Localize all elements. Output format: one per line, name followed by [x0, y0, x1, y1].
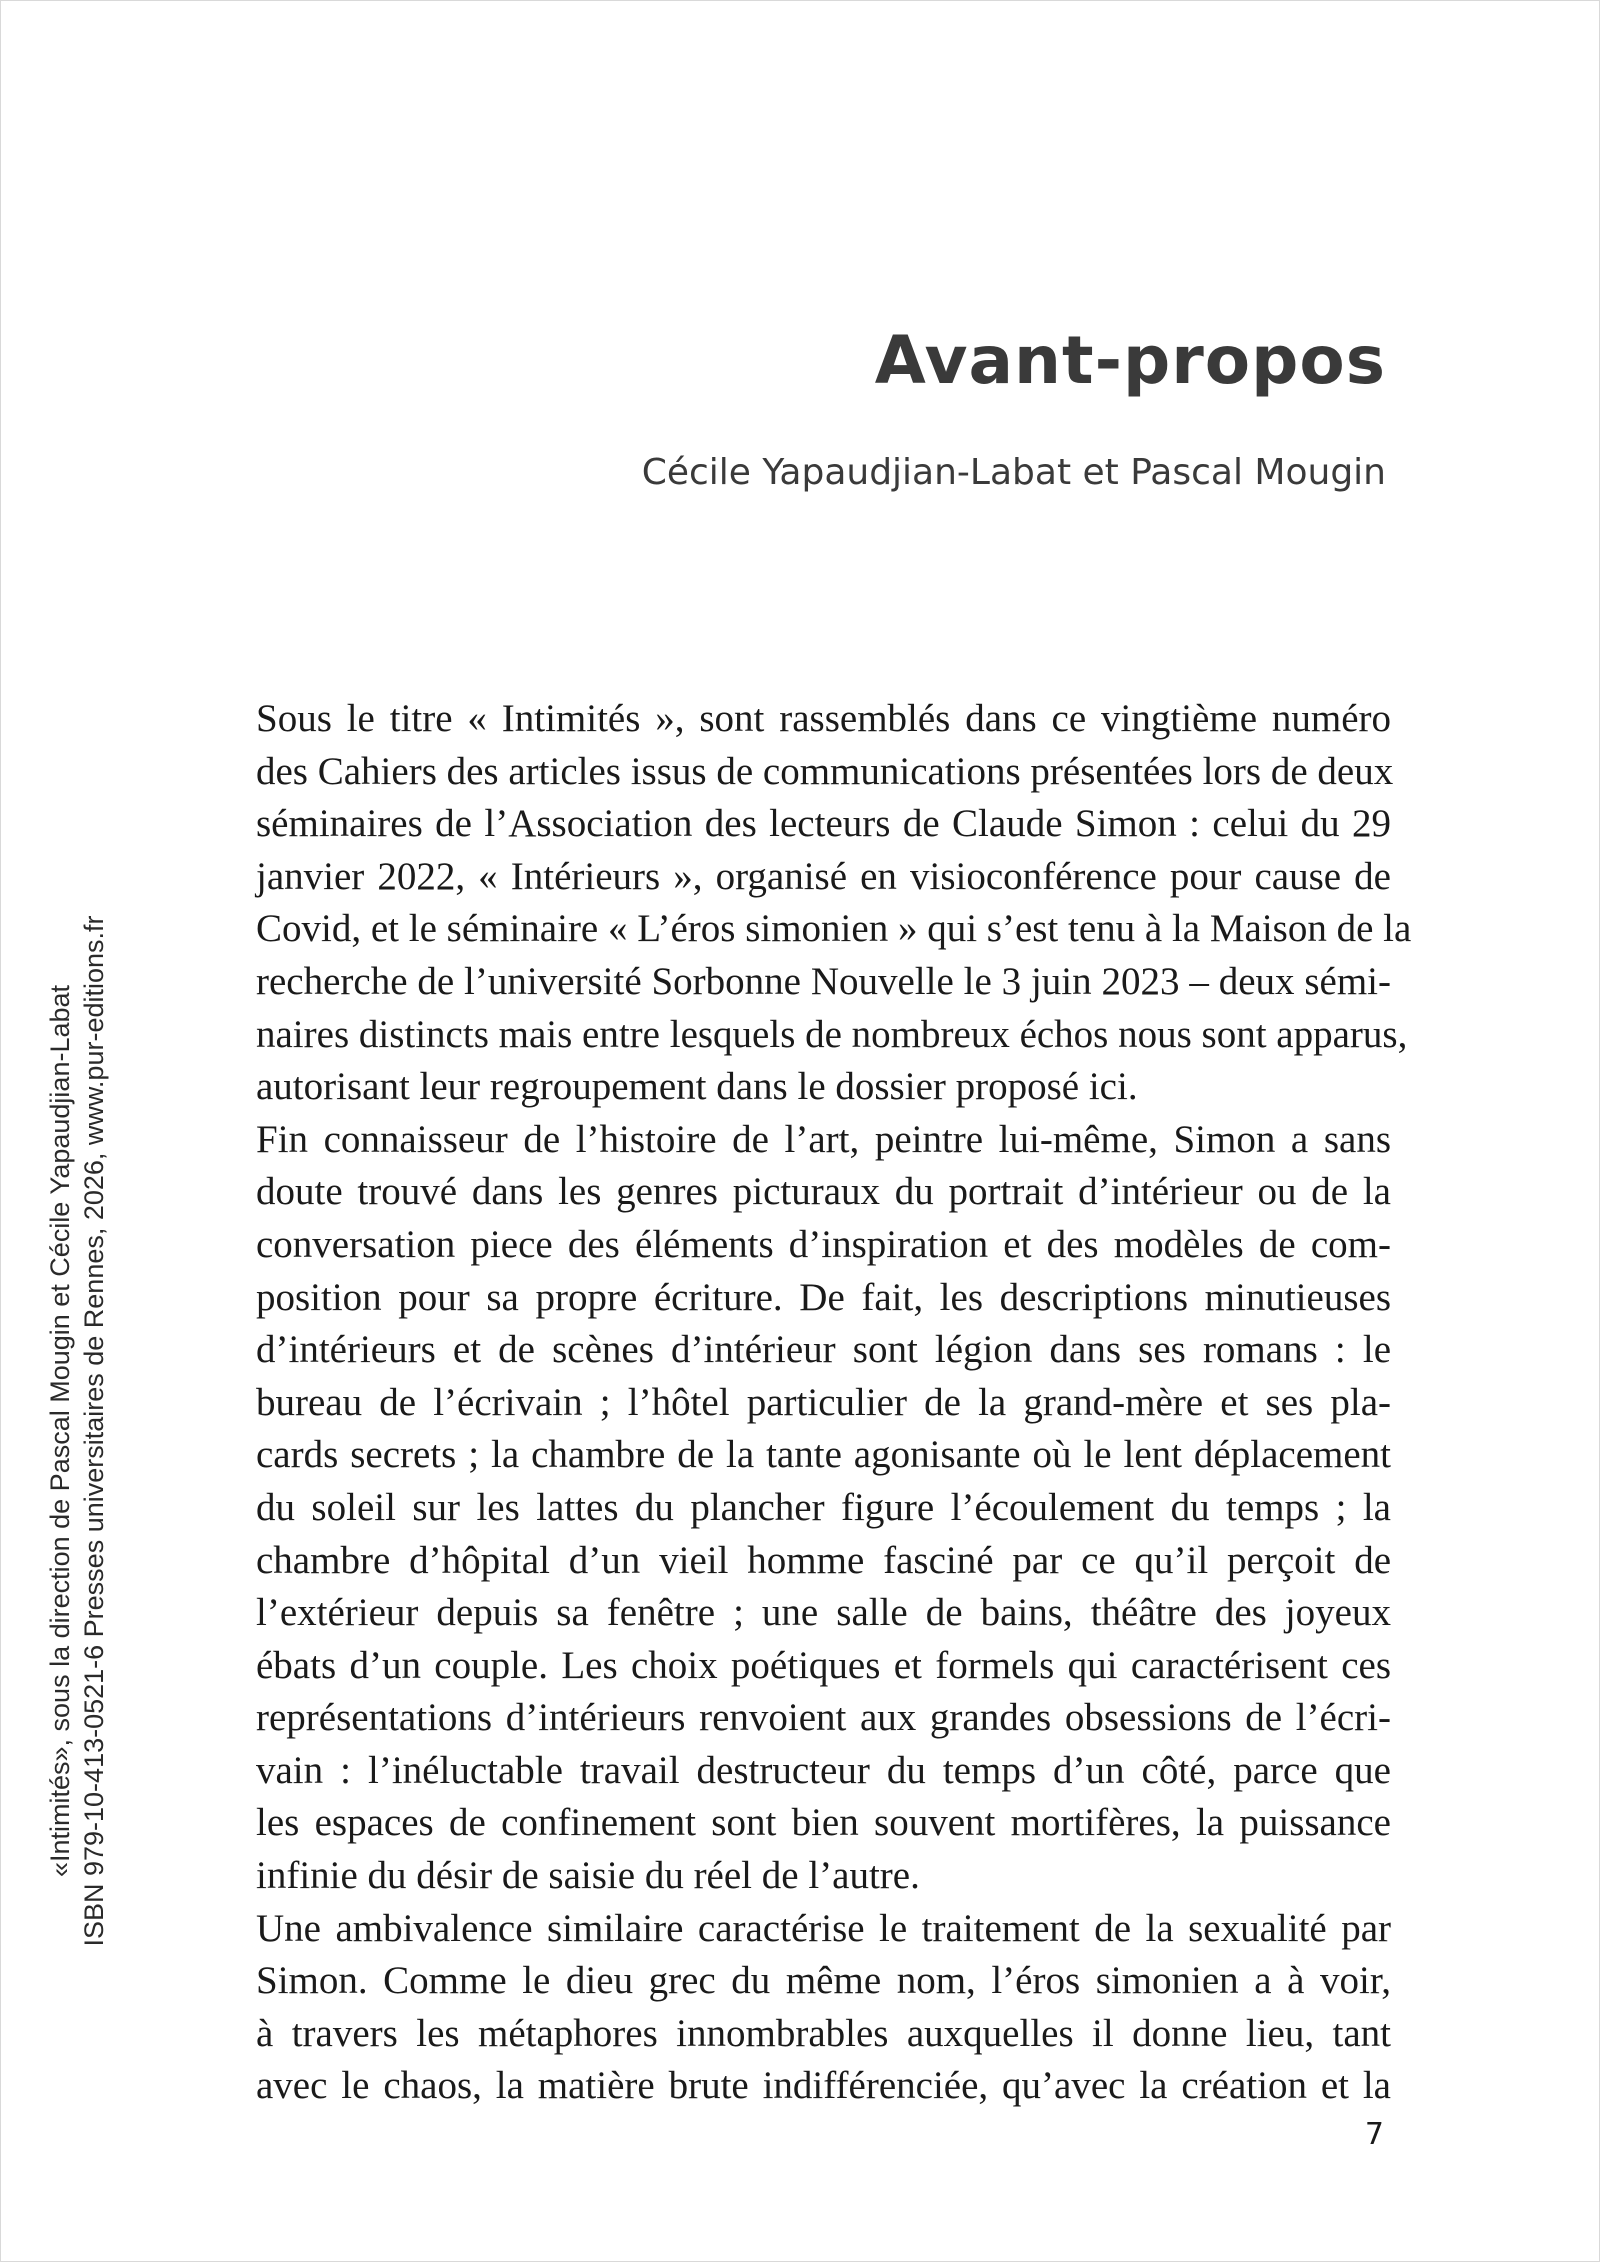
text-line: position pour sa propre écriture. De fait, les descriptions minutieuses	[256, 1275, 1391, 1319]
body-text	[211, 693, 1412, 2113]
text-line: infinie du désir de saisie du réel de l’autre.	[256, 1854, 920, 1898]
text-line: Fin connaisseur de l’histoire de l’art, peintre lui-même, Simon a sans	[256, 1117, 1391, 1161]
paragraph-1	[211, 693, 1412, 1114]
sidebar-line-1: «Intimités», sous la direction de Pascal Mougin et Cécile Yapaudjian-Labat	[45, 984, 75, 1878]
text-line: les espaces de confinement sont bien souvent mortifères, la puissance	[256, 1801, 1391, 1845]
sidebar-line-2: ISBN 979-10-413-0521-6 Presses universitaires de Rennes, 2026, www.pur-editions.fr	[79, 915, 109, 1947]
text-line: bureau de l’écrivain ; l’hôtel particulier de la grand-mère et ses pla-	[256, 1380, 1391, 1424]
text-line: recherche de l’université Sorbonne Nouvelle le 3 juin 2023 – deux sémi-	[256, 959, 1391, 1003]
text-line: cards secrets ; la chambre de la tante agonisante où le lent déplacement	[256, 1433, 1391, 1477]
text-line: vain : l’inéluctable travail destructeur du temps d’un côté, parce que	[256, 1748, 1391, 1792]
page-number: 7	[1364, 2117, 1384, 2152]
text-line: Sous le titre « Intimités », sont rassemblés dans ce vingtième numéro	[256, 697, 1391, 740]
text-line: Une ambivalence similaire caractérise le traitement de la sexualité par	[256, 1906, 1391, 1950]
text-line: l’extérieur depuis sa fenêtre ; une salle de bains, théâtre des joyeux	[256, 1591, 1391, 1635]
text-line: d’intérieurs et de scènes d’intérieur sont légion dans ses romans : le	[256, 1328, 1391, 1372]
text-line: chambre d’hôpital d’un vieil homme fasciné par ce qu’il perçoit de	[256, 1538, 1391, 1582]
text-line: avec le chaos, la matière brute indifférenciée, qu’avec la création et la	[256, 2064, 1391, 2108]
page-title: Avant-propos	[874, 322, 1386, 399]
copyright-sidebar	[43, 731, 111, 2131]
text-line: séminaires de l’Association des lecteurs de Claude Simon : celui du 29	[256, 802, 1391, 846]
text-line: janvier 2022, « Intérieurs », organisé en visioconférence pour cause de	[256, 854, 1391, 898]
text-line: naires distincts mais entre lesquels de nombreux échos nous sont apparus,	[256, 1012, 1408, 1056]
paragraph-3	[211, 1903, 1391, 2113]
authors-line: Cécile Yapaudjian-Labat et Pascal Mougin	[641, 452, 1386, 493]
text-line: autorisant leur regroupement dans le dossier proposé ici.	[256, 1065, 1138, 1109]
text-line: représentations d’intérieurs renvoient aux grandes obsessions de l’écri-	[256, 1696, 1391, 1740]
text-line: du soleil sur les lattes du plancher figure l’écoulement du temps ; la	[256, 1485, 1391, 1529]
text-line: Covid, et le séminaire « L’éros simonien » qui s’est tenu à la Maison de la	[256, 907, 1412, 951]
text-line: conversation piece des éléments d’inspiration et des modèles de com-	[256, 1222, 1391, 1266]
paragraph-2	[211, 1114, 1391, 1903]
text-line: ébats d’un couple. Les choix poétiques et formels qui caractérisent ces	[256, 1643, 1391, 1687]
text-line: des Cahiers des articles issus de communications présentées lors de deux	[256, 749, 1394, 793]
text-line: à travers les métaphores innombrables auxquelles il donne lieu, tant	[256, 2011, 1391, 2055]
text-line: Simon. Comme le dieu grec du même nom, l’éros simonien a à voir,	[256, 1959, 1391, 2003]
text-line: doute trouvé dans les genres picturaux du portrait d’intérieur ou de la	[256, 1170, 1391, 1214]
